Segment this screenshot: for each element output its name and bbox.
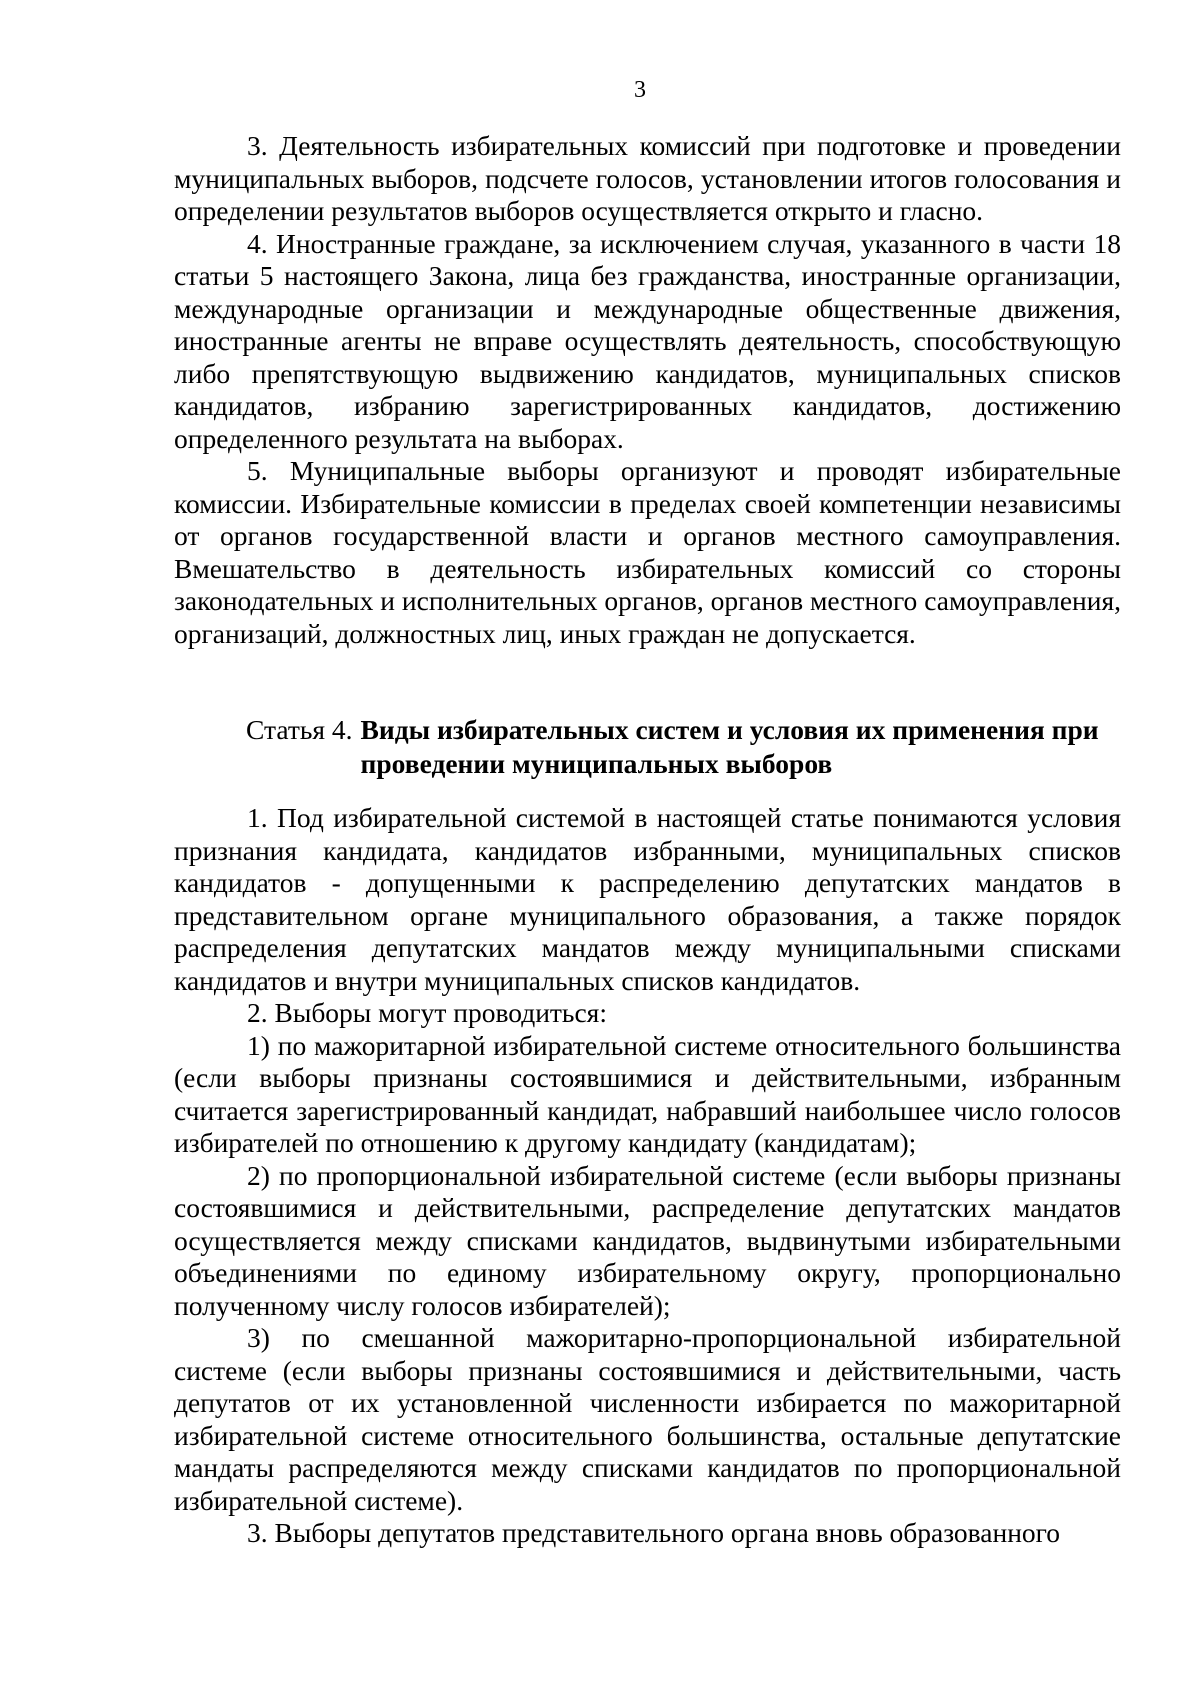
section-1-body	[174, 130, 1121, 650]
section-2-body	[174, 802, 1121, 1550]
list-item-2-proportional: 2) по пропорциональной избирательной системе (если выборы признаны состоявшимися и действительными, распределение депутатских мандатов осуществляется между списками кандидатов, выдвинутыми избирательными объединениями по единому избирательному округу, пропорционально полученному числу голосов избирателей);	[174, 1159, 1121, 1321]
paragraph-4-foreign-citizens: 4. Иностранные граждане, за исключением случая, указанного в части 18 статьи 5 настоящего Закона, лица без гражданства, иностранные организации, международные организации и международные общественные движения, иностранные агенты не вправе осуществлять деятельность, способствующую либо препятствующую выдвижению кандидатов, муниципальных списков кандидатов, избранию зарегистрированных кандидатов, достижению определенного результата на выборах.	[174, 227, 1121, 454]
paragraph-5-commissions: 5. Муниципальные выборы организуют и проводят избирательные комиссии. Избирательные комиссии в пределах своей компетенции независимы от органов государственной власти и органов местного самоуправления. Вмешательство в деятельность избирательных комиссий со стороны законодательных и исполнительных органов, органов местного самоуправления, организаций, должностных лиц, иных граждан не допускается.	[174, 455, 1121, 649]
article-title: Виды избирательных систем и условия их применения при проведении муниципальных выборов	[360, 714, 1099, 779]
list-item-3-mixed: 3) по смешанной мажоритарно-пропорциональной избирательной системе (если выборы признаны состоявшимися и действительными, часть депутатов от их установленной численности избирается по мажоритарной избирательной системе относительного большинства, остальные депутатские мандаты распределяются между списками кандидатов по пропорциональной избирательной системе).	[174, 1322, 1121, 1516]
list-item-1-majoritarian: 1) по мажоритарной избирательной системе относительного большинства (если выборы признаны состоявшимися и действительными, избранным считается зарегистрированный кандидат, набравший наибольшее число голосов избирателей по отношению к другому кандидату (кандидатам);	[174, 1029, 1121, 1158]
article-label: Статья 4.	[246, 714, 353, 745]
paragraph-3-open-activity: 3. Деятельность избирательных комиссий при подготовке и проведении муниципальных выборов, подсчете голосов, установлении итогов голосования и определении результатов выборов осуществляется открыто и гласно.	[174, 130, 1121, 226]
paragraph-2-elections-may-be-held: 2. Выборы могут проводиться:	[247, 997, 607, 1028]
page-number: 3	[634, 77, 646, 103]
article-4-heading	[246, 713, 1121, 781]
paragraph-1-electoral-system-definition: 1. Под избирательной системой в настоящей статье понимаются условия признания кандидата, кандидатов избранными, муниципальных списков кандидатов - допущенными к распределению депутатских мандатов в представительном органе муниципального образования, а также порядок распределения депутатских мандатов между муниципальными списками кандидатов и внутри муниципальных списков кандидатов.	[174, 802, 1121, 996]
paragraph-3-newly-formed-body: 3. Выборы депутатов представительного органа вновь образованного	[247, 1517, 1061, 1548]
